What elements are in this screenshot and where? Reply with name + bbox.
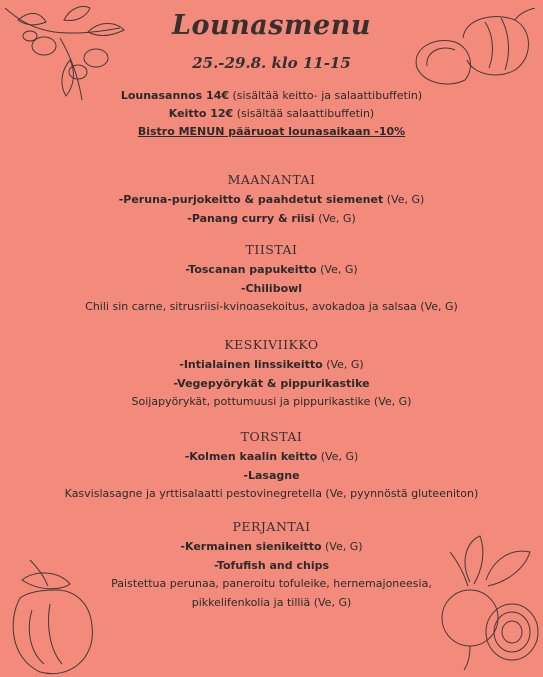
menu-item-name: -Kolmen kaalin keitto [184,450,318,463]
menu-item-diet-tags: (Ve, G) [325,540,363,553]
lunch-price: Lounasannos 14€ [120,89,230,102]
lunch-price-note: (sisältää keitto- ja salaattibuffetin) [232,89,423,102]
menu-item-diet-tags: (Ve, G) [320,450,359,463]
menu-item [0,193,543,206]
menu-item [0,577,543,590]
menu-item [0,559,543,572]
menu-item [0,300,543,313]
day-heading-wednesday: KESKIVIIKKO [224,337,319,352]
menu-item-diet-tags: (Ve, G) [386,193,425,206]
menu-item-description: pikkelifenkolia ja tilliä (Ve, G) [191,595,352,609]
menu-item [0,377,543,390]
menu-item-name: -Panang curry & riisi [187,211,315,225]
menu-item-name: -Toscanan papukeitto [185,263,317,276]
menu-item-name: -Kermainen sienikeitto [180,540,322,553]
menu-dates: 25.-29.8. klo 11-15 [192,54,351,72]
menu-item [0,450,543,463]
menu-item [0,282,543,295]
menu-item-name: -Vegepyörykät & pippurikastike [173,376,370,390]
menu-item [0,487,543,500]
menu-item [0,469,543,482]
bistro-discount-note: Bistro MENUN pääruoat lounasaikaan -10% [137,125,406,138]
day-heading-friday: PERJANTAI [232,519,311,534]
menu-item-name: -Intialainen linssikeitto [179,358,323,371]
menu-item-description: Chili sin carne, sitrusriisi-kvinoasekoitus, avokadoa ja salsaa (Ve, G) [85,300,458,313]
price-info-soup [0,107,543,120]
menu-item [0,395,543,408]
menu-item-description: Soijapyörykät, pottumuusi ja pippurikastike (Ve, G) [131,395,412,408]
menu-title: Lounasmenu [172,10,371,41]
day-heading-tuesday: TIISTAI [245,242,298,257]
menu-item [0,358,543,371]
price-info-lunch [0,89,543,102]
menu-item-description: Paistettua perunaa, paneroitu tofuleike, hernemajoneesia, [111,577,432,590]
menu-item [0,540,543,553]
day-heading-monday: MAANANTAI [227,172,316,187]
menu-item [0,596,543,609]
menu-item-diet-tags: (Ve, G) [318,211,356,225]
day-heading-thursday: TORSTAI [240,429,303,444]
menu-item-name: -Tofufish and chips [213,558,330,572]
menu-item-description: Kasvislasagne ja yrttisalaatti pestovinegretella (Ve, pyynnöstä gluteeniton) [64,487,479,500]
soup-price-note: (sisältää salaattibuffetin) [236,107,375,120]
menu-item-diet-tags: (Ve, G) [326,358,364,371]
soup-price: Keitto 12€ [168,107,234,120]
menu-item-name: -Lasagne [243,468,300,482]
menu-item-name: -Chilibowl [240,281,303,295]
menu-item-diet-tags: (Ve, G) [320,263,358,276]
menu-item [0,263,543,276]
menu-item [0,212,543,225]
menu-item-name: -Peruna-purjokeitto & paahdetut siemenet [118,193,384,206]
